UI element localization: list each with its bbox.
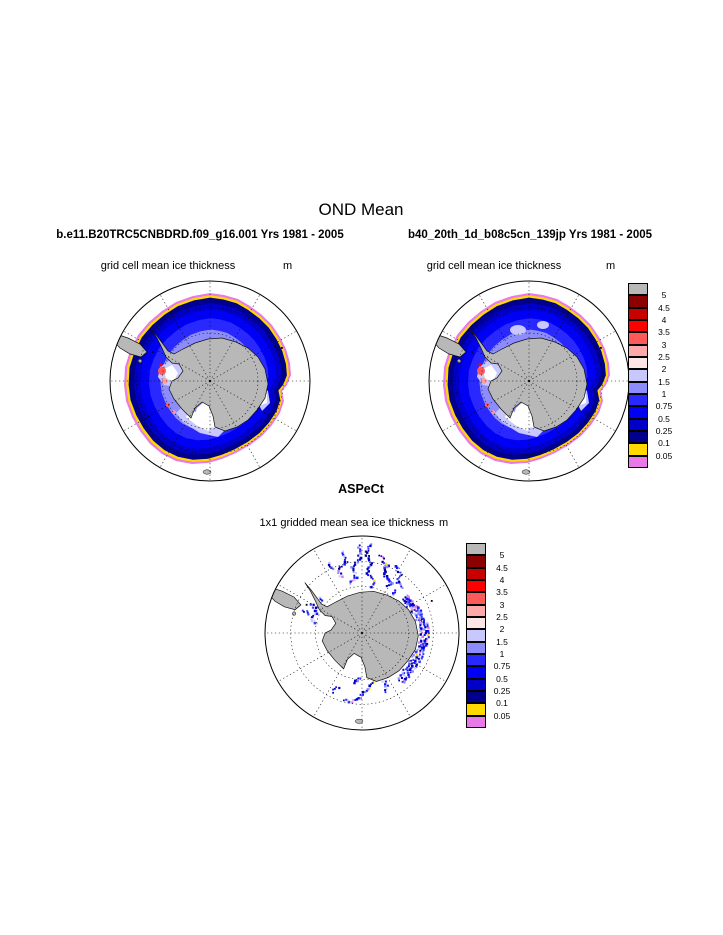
panel1-units-label: m bbox=[283, 260, 293, 272]
obs-dot bbox=[367, 574, 369, 576]
obs-dot bbox=[399, 583, 401, 585]
obs-dot bbox=[415, 614, 417, 616]
map-content bbox=[113, 293, 291, 474]
obs-dot bbox=[398, 677, 400, 679]
colorbar-tick-label: 1.5 bbox=[496, 636, 508, 647]
obs-dot bbox=[386, 575, 388, 577]
obs-dot bbox=[360, 697, 362, 699]
colorbar-swatch bbox=[466, 629, 486, 641]
obs-dot bbox=[414, 606, 417, 609]
obs-dot bbox=[405, 668, 407, 670]
colorbar-tick-label: 0.75 bbox=[493, 661, 511, 672]
obs-dot bbox=[421, 657, 423, 659]
model2-polar-map bbox=[424, 276, 634, 486]
obs-dot bbox=[415, 610, 417, 612]
obs-dot bbox=[421, 636, 423, 638]
obs-dot bbox=[421, 630, 423, 632]
obs-dot bbox=[423, 618, 425, 620]
obs-dot bbox=[416, 617, 418, 619]
colorbar-tick-label: 3 bbox=[661, 339, 667, 350]
obs-dot bbox=[307, 613, 309, 615]
obs-dot bbox=[415, 658, 417, 660]
obs-dot bbox=[403, 674, 405, 676]
obs-dot bbox=[367, 568, 369, 570]
obs-dot bbox=[416, 654, 418, 656]
obs-dot bbox=[419, 650, 421, 652]
obs-dot bbox=[413, 662, 415, 664]
model1-polar-map bbox=[105, 276, 315, 486]
obs-dot bbox=[339, 575, 341, 577]
obs-dot bbox=[334, 688, 336, 690]
colorbar-tick-label: 3.5 bbox=[496, 587, 508, 598]
colorbar-swatch bbox=[466, 679, 486, 691]
obs-dot bbox=[354, 699, 356, 701]
obs-dot bbox=[409, 668, 412, 671]
obs-dot bbox=[312, 607, 314, 609]
obs-polar-map bbox=[257, 528, 467, 738]
obs-dot bbox=[350, 581, 352, 583]
thick-ice-spot bbox=[491, 410, 495, 414]
obs-dot bbox=[357, 559, 359, 561]
colorbar-tick-label: 0.05 bbox=[493, 710, 511, 721]
colorbar-tick-label: 4 bbox=[661, 314, 667, 325]
obs-dot bbox=[353, 571, 355, 573]
colorbar-swatch bbox=[466, 617, 486, 629]
graticule-mark bbox=[281, 347, 283, 349]
obs-dot bbox=[357, 680, 360, 683]
obs-dot bbox=[353, 682, 355, 684]
obs-dot bbox=[372, 578, 374, 580]
obs-dot bbox=[421, 618, 423, 620]
obs-dot bbox=[422, 651, 424, 653]
colorbar-swatch bbox=[628, 283, 648, 295]
obs-dot bbox=[423, 628, 425, 630]
colorbar-tick-label: 0.75 bbox=[655, 401, 673, 412]
colorbar-tick-label: 0.5 bbox=[496, 673, 508, 684]
colorbar-swatch bbox=[466, 580, 486, 592]
obs-dot bbox=[365, 554, 367, 556]
obs-dot bbox=[382, 681, 384, 683]
small-island bbox=[138, 359, 142, 363]
obs-dot bbox=[427, 634, 429, 636]
colorbar-swatch bbox=[628, 357, 648, 369]
figure-title: OND Mean bbox=[318, 200, 404, 219]
obs-dot bbox=[419, 614, 421, 616]
obs-dot bbox=[314, 620, 316, 622]
obs-dot bbox=[421, 656, 423, 658]
obs-units-label: m bbox=[439, 517, 449, 529]
obs-dot bbox=[341, 566, 343, 568]
obs-dot bbox=[397, 578, 399, 580]
obs-dot bbox=[406, 603, 408, 605]
graticule-mark bbox=[306, 604, 308, 606]
obs-dot bbox=[352, 567, 354, 569]
obs-dot bbox=[368, 550, 370, 552]
obs-dot bbox=[383, 576, 385, 578]
obs-dot bbox=[401, 677, 403, 679]
obs-dot bbox=[366, 552, 368, 554]
graticule-mark bbox=[471, 351, 473, 353]
colorbar-top bbox=[628, 283, 692, 469]
obs-dot bbox=[415, 651, 418, 654]
colorbar-swatch bbox=[628, 369, 648, 381]
obs-dot bbox=[343, 700, 345, 702]
colorbar-tick-label: 1 bbox=[661, 388, 667, 399]
colorbar-swatch bbox=[466, 555, 486, 567]
colorbar-swatch bbox=[466, 654, 486, 666]
obs-dot bbox=[412, 670, 415, 673]
obs-dot bbox=[414, 667, 417, 670]
colorbar-swatch bbox=[628, 443, 648, 455]
panel1-subtitle: b.e11.B20TRC5CNBDRD.f09_g16.001 Yrs 1981 - 2005 bbox=[56, 229, 344, 241]
colorbar-swatch bbox=[466, 605, 486, 617]
obs-dot bbox=[388, 580, 390, 582]
obs-dot bbox=[357, 555, 359, 557]
obs-dot bbox=[418, 617, 420, 619]
obs-dot bbox=[378, 555, 380, 557]
colorbar-swatch bbox=[466, 592, 486, 604]
obs-dot bbox=[424, 626, 426, 628]
obs-dot bbox=[390, 583, 392, 585]
obs-dot bbox=[353, 577, 355, 579]
obs-dot bbox=[423, 619, 425, 621]
obs-dot bbox=[392, 592, 395, 595]
obs-dot bbox=[353, 575, 355, 577]
obs-dot bbox=[357, 678, 359, 680]
obs-dot bbox=[393, 595, 395, 597]
obs-dot bbox=[337, 570, 340, 573]
obs-dot bbox=[420, 633, 422, 635]
colorbar-tick-label: 3 bbox=[499, 599, 505, 610]
obs-dot bbox=[368, 685, 371, 688]
obs-dot bbox=[404, 602, 406, 604]
obs-dot bbox=[306, 610, 308, 612]
graticule-mark bbox=[600, 347, 602, 349]
graticule-mark bbox=[431, 600, 433, 602]
colorbar-swatch bbox=[628, 320, 648, 332]
obs-dot bbox=[373, 580, 376, 583]
colorbar-bottom bbox=[466, 543, 530, 729]
colorbar-swatch bbox=[628, 406, 648, 418]
obs-dot bbox=[411, 663, 413, 665]
colorbar-tick-label: 2.5 bbox=[658, 351, 670, 362]
obs-dot bbox=[341, 576, 344, 579]
panel2-plot-title: grid cell mean ice thickness bbox=[426, 260, 562, 272]
colorbar-tick-label: 2 bbox=[499, 624, 505, 635]
colorbar-swatch bbox=[628, 308, 648, 320]
obs-dot bbox=[370, 586, 372, 588]
obs-dot bbox=[338, 687, 340, 689]
obs-dot bbox=[344, 561, 346, 563]
colorbar-swatch bbox=[466, 691, 486, 703]
colorbar-swatch bbox=[466, 642, 486, 654]
obs-dot bbox=[362, 694, 364, 696]
colorbar-swatch bbox=[466, 568, 486, 580]
obs-dot bbox=[332, 692, 334, 694]
obs-dot bbox=[408, 663, 410, 665]
obs-dot bbox=[418, 656, 420, 658]
obs-dot bbox=[303, 611, 305, 613]
obs-dot bbox=[360, 694, 362, 696]
obs-dot bbox=[412, 613, 414, 615]
obs-dot bbox=[411, 656, 413, 658]
obs-dot bbox=[418, 641, 420, 643]
colorbar-swatch bbox=[628, 394, 648, 406]
obs-dot bbox=[411, 611, 413, 613]
obs-dot bbox=[368, 555, 370, 557]
obs-dot bbox=[311, 620, 314, 623]
colorbar-tick-label: 0.05 bbox=[655, 450, 673, 461]
obs-dot bbox=[408, 676, 410, 678]
colorbar-tick-label: 0.25 bbox=[655, 425, 673, 436]
obs-dot bbox=[408, 661, 410, 663]
obs-dot bbox=[384, 685, 386, 687]
obs-dot bbox=[347, 561, 349, 563]
obs-dot bbox=[406, 598, 408, 600]
obs-dot bbox=[356, 577, 359, 580]
small-island bbox=[457, 359, 461, 363]
obs-dot bbox=[407, 672, 409, 674]
obs-dot bbox=[420, 627, 423, 630]
obs-dot bbox=[365, 691, 367, 693]
obs-dot bbox=[411, 608, 413, 610]
obs-dot bbox=[344, 559, 346, 561]
panel2-subtitle: b40_20th_1d_b08c5cn_139jp Yrs 1981 - 2005 bbox=[407, 229, 653, 241]
colorbar-tick-label: 0.25 bbox=[493, 685, 511, 696]
obs-dot bbox=[394, 592, 396, 594]
obs-dot bbox=[412, 659, 414, 661]
obs-dot bbox=[335, 686, 337, 688]
panel2-units-label: m bbox=[606, 260, 616, 272]
obs-dot bbox=[407, 674, 409, 676]
obs-plot-title: 1x1 gridded mean sea ice thickness bbox=[259, 517, 435, 529]
graticule bbox=[265, 536, 459, 730]
colorbar-tick-label: 2.5 bbox=[496, 611, 508, 622]
obs-dot bbox=[383, 558, 385, 560]
obs-dot bbox=[400, 674, 402, 676]
obs-dot bbox=[410, 672, 412, 674]
obs-dot bbox=[345, 557, 347, 559]
south-america-tip bbox=[268, 587, 301, 609]
colorbar-tick-label: 2 bbox=[661, 364, 667, 375]
obs-dot bbox=[310, 603, 312, 605]
obs-dot bbox=[402, 671, 404, 673]
obs-dot bbox=[353, 579, 355, 581]
obs-dot bbox=[367, 546, 369, 548]
colorbar-swatch bbox=[628, 431, 648, 443]
obs-dot bbox=[394, 589, 396, 591]
obs-dot bbox=[404, 682, 406, 684]
colorbar-swatch bbox=[628, 295, 648, 307]
obs-dot bbox=[345, 699, 347, 701]
obs-dot bbox=[316, 613, 319, 616]
colorbar-tick-label: 5 bbox=[661, 290, 667, 301]
thick-ice-spot bbox=[158, 367, 166, 375]
obs-dot bbox=[359, 545, 361, 547]
map-content bbox=[268, 543, 430, 723]
obs-dot bbox=[402, 681, 404, 683]
obs-dot bbox=[418, 647, 420, 649]
obs-dot bbox=[368, 548, 370, 550]
obs-dot bbox=[332, 689, 334, 691]
obs-dot bbox=[387, 685, 389, 687]
colorbar-tick-label: 5 bbox=[499, 550, 505, 561]
graticule-mark bbox=[152, 351, 154, 353]
ice-thickness-patch bbox=[510, 325, 526, 335]
colorbar-swatch bbox=[466, 543, 486, 555]
obs-dot bbox=[354, 680, 357, 683]
thick-ice-spot bbox=[166, 403, 170, 407]
obs-dot bbox=[419, 652, 421, 654]
obs-dot bbox=[370, 575, 372, 577]
obs-panel-subtitle: ASPeCt bbox=[338, 482, 384, 496]
obs-dot bbox=[417, 611, 420, 614]
obs-dot bbox=[411, 600, 413, 602]
colorbar-tick-label: 4.5 bbox=[496, 562, 508, 573]
obs-dot bbox=[350, 566, 353, 569]
thick-ice-spot bbox=[485, 403, 489, 407]
obs-dot bbox=[415, 619, 417, 621]
colorbar-tick-label: 1 bbox=[499, 648, 505, 659]
colorbar-tick-label: 0.5 bbox=[658, 413, 670, 424]
obs-dot bbox=[383, 572, 386, 575]
obs-dot bbox=[369, 545, 371, 547]
obs-dot bbox=[384, 689, 386, 691]
obs-dot bbox=[396, 567, 398, 569]
colorbar-tick-label: 1.5 bbox=[658, 376, 670, 387]
obs-dot bbox=[417, 606, 420, 609]
thick-ice-spot bbox=[159, 363, 162, 366]
obs-dot bbox=[353, 565, 355, 567]
obs-dot bbox=[314, 622, 316, 624]
obs-dot bbox=[402, 669, 404, 671]
obs-dot bbox=[355, 572, 357, 574]
obs-dot bbox=[342, 550, 344, 552]
colorbar-swatch bbox=[628, 456, 648, 468]
obs-dot bbox=[417, 649, 419, 651]
colorbar-tick-label: 0.1 bbox=[658, 438, 670, 449]
obs-dot bbox=[383, 562, 385, 564]
ice-thickness-patch bbox=[537, 321, 549, 329]
obs-dot bbox=[337, 572, 339, 574]
obs-dot bbox=[352, 699, 354, 701]
colorbar-swatch bbox=[628, 332, 648, 344]
colorbar-tick-label: 0.1 bbox=[496, 698, 508, 709]
colorbar-swatch bbox=[628, 382, 648, 394]
obs-dot bbox=[352, 569, 354, 571]
colorbar-tick-label: 4.5 bbox=[658, 302, 670, 313]
obs-dot bbox=[425, 644, 427, 646]
obs-dot bbox=[398, 680, 400, 682]
obs-dot bbox=[402, 587, 404, 589]
colorbar-tick-label: 3.5 bbox=[658, 327, 670, 338]
panel1-plot-title: grid cell mean ice thickness bbox=[100, 260, 236, 272]
obs-dot bbox=[386, 585, 388, 587]
obs-dot bbox=[315, 610, 317, 612]
obs-dot bbox=[420, 610, 422, 612]
colorbar-swatch bbox=[466, 716, 486, 728]
obs-dot bbox=[418, 661, 421, 664]
obs-dot bbox=[428, 632, 430, 634]
obs-dot bbox=[321, 600, 323, 602]
obs-dot bbox=[385, 681, 387, 683]
obs-dot bbox=[359, 558, 361, 560]
obs-dot bbox=[419, 624, 421, 626]
obs-dot bbox=[359, 548, 361, 550]
obs-dot bbox=[340, 573, 342, 575]
obs-dot bbox=[315, 607, 318, 610]
obs-dot bbox=[385, 691, 387, 693]
obs-dot bbox=[404, 600, 406, 602]
obs-dot bbox=[396, 582, 398, 584]
thick-ice-spot bbox=[172, 410, 176, 414]
obs-dot bbox=[424, 634, 426, 636]
obs-dot bbox=[357, 547, 359, 549]
thick-ice-spot bbox=[478, 363, 481, 366]
colorbar-swatch bbox=[466, 703, 486, 715]
colorbar-swatch bbox=[628, 345, 648, 357]
colorbar-tick-label: 4 bbox=[499, 574, 505, 585]
obs-dot bbox=[423, 640, 426, 643]
colorbar-swatch bbox=[466, 666, 486, 678]
obs-dot bbox=[349, 583, 351, 585]
obs-dot bbox=[428, 636, 430, 638]
thick-ice-spot bbox=[477, 367, 485, 375]
map-content bbox=[432, 293, 610, 474]
obs-dot bbox=[427, 624, 429, 626]
colorbar-swatch bbox=[628, 419, 648, 431]
obs-dot bbox=[419, 637, 421, 639]
obs-dot bbox=[422, 653, 424, 655]
obs-dot bbox=[427, 627, 430, 630]
obs-dot bbox=[385, 563, 387, 565]
obs-dot bbox=[419, 654, 421, 656]
obs-dot bbox=[359, 552, 362, 555]
